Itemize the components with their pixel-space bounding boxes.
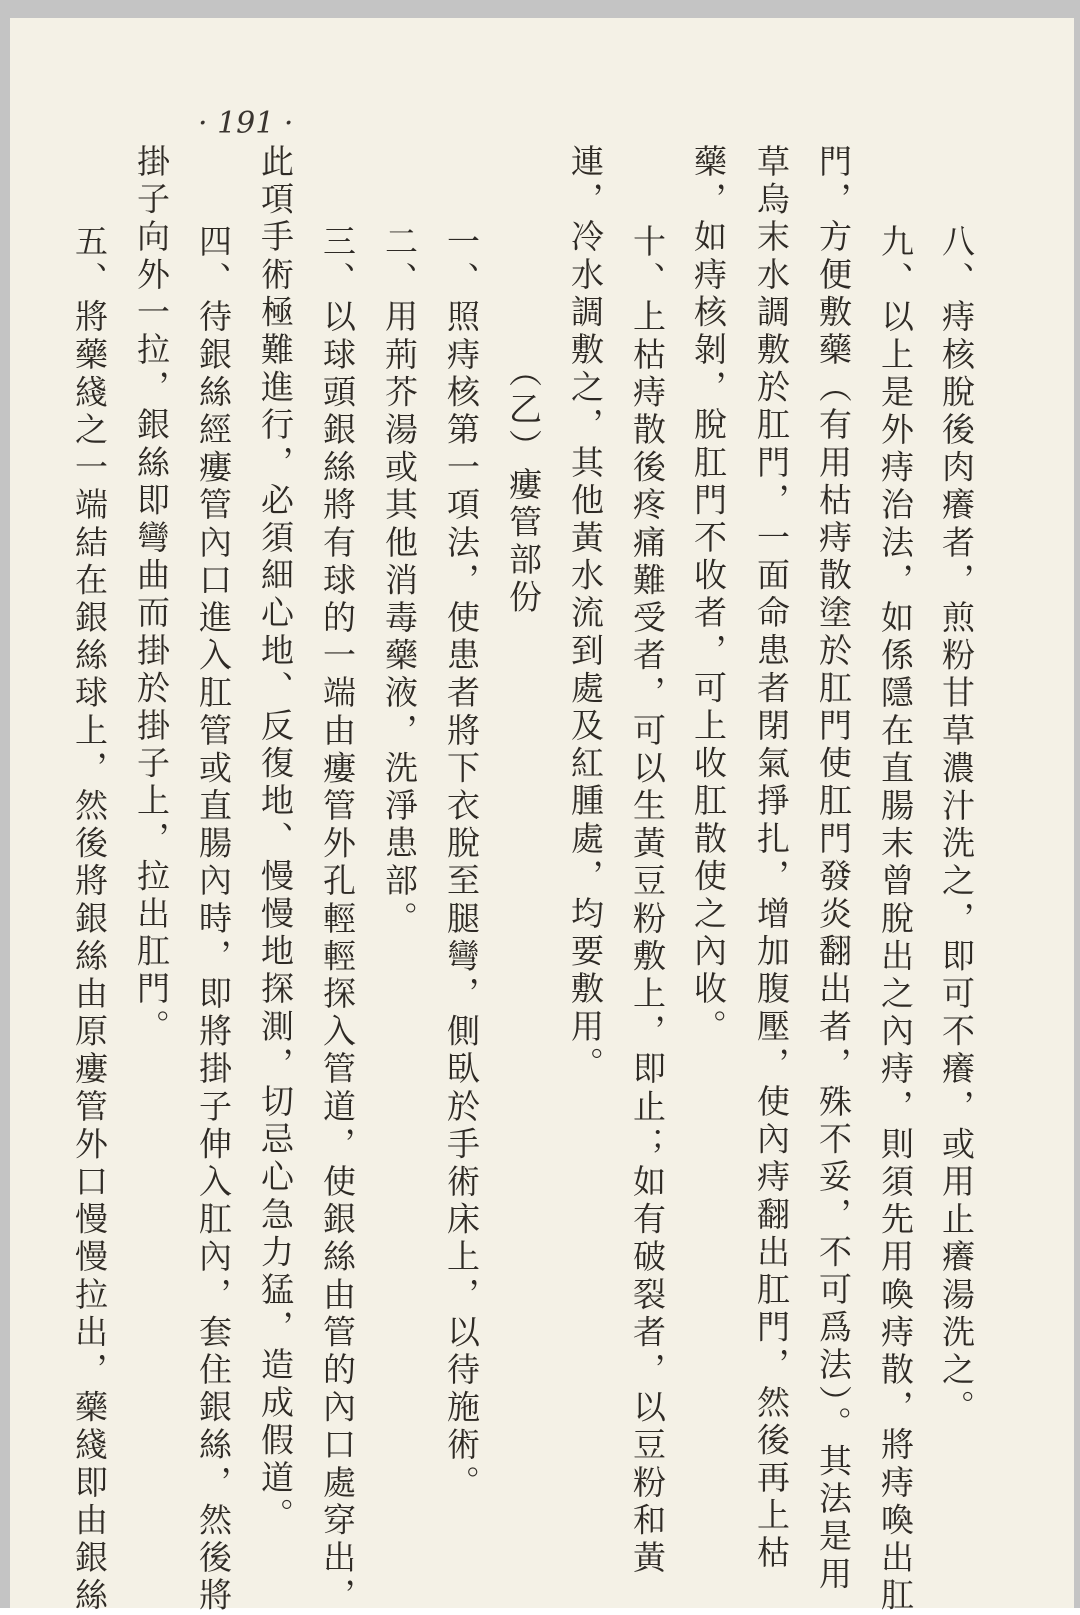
text-column-6: 十、上枯痔散後疼痛難受者，可以生黃豆粉敷上，即止；如有破裂者，以豆粉和黃 (628, 224, 667, 1578)
text-column-10: 三、以球頭銀絲將有球的一端由瘻管外孔輕輕探入管道，使銀絲由管的內口處穿出， (318, 224, 357, 1615)
text-column-3: 門，方便敷藥（有用枯痔散塗於肛門使肛門發炎翻出者，殊不妥，不可爲法）。其法是用 (814, 144, 853, 1594)
text-column-5: 藥，如痔核剝，脫肛門不收者，可上收肛散使之內收。 (689, 144, 728, 1047)
text-column-2: 九、以上是外痔治法，如係隱在直腸末曾脫出之內痔，則須先用喚痔散，將痔喚出肛 (876, 224, 915, 1615)
text-column-4: 草烏末水調敷於肛門，一面命患者閉氣掙扎，增加腹壓，使內痔翻出肛門，然後再上枯 (752, 144, 791, 1573)
text-column-7: 連，冷水調敷之，其他黃水流到處及紅腫處，均要敷用。 (566, 144, 605, 1084)
text-column-1: 八、痔核脫後肉癢者，煎粉甘草濃汁洗之，即可不癢，或用止癢湯洗之。 (937, 224, 976, 1428)
text-column-11: 此項手術極難進行，必須細心地、反復地、慢慢地探測，切忌心急力猛，造成假道。 (256, 144, 295, 1536)
text-column-14: 五、將藥綫之一端結在銀絲球上，然後將銀絲由原瘻管外口慢慢拉出，藥綫即由銀絲 (70, 224, 109, 1615)
page-number: · 191 · (198, 106, 294, 141)
text-column-13: 掛子向外一拉，銀絲即彎曲而掛於掛子上，拉出肛門。 (132, 144, 171, 1047)
section-heading: （乙）瘻管部份 (504, 354, 543, 618)
book-page (10, 18, 1074, 1615)
text-column-8: 一、照痔核第一項法，使患者將下衣脫至腿彎，側臥於手術床上，以待施術。 (442, 224, 481, 1503)
text-column-12: 四、待銀絲經瘻管內口進入肛管或直腸內時，即將掛子伸入肛內，套住銀絲，然後將 (194, 224, 233, 1615)
text-column-9: 二、用荊芥湯或其他消毒藥液，洗淨患部。 (380, 224, 419, 939)
